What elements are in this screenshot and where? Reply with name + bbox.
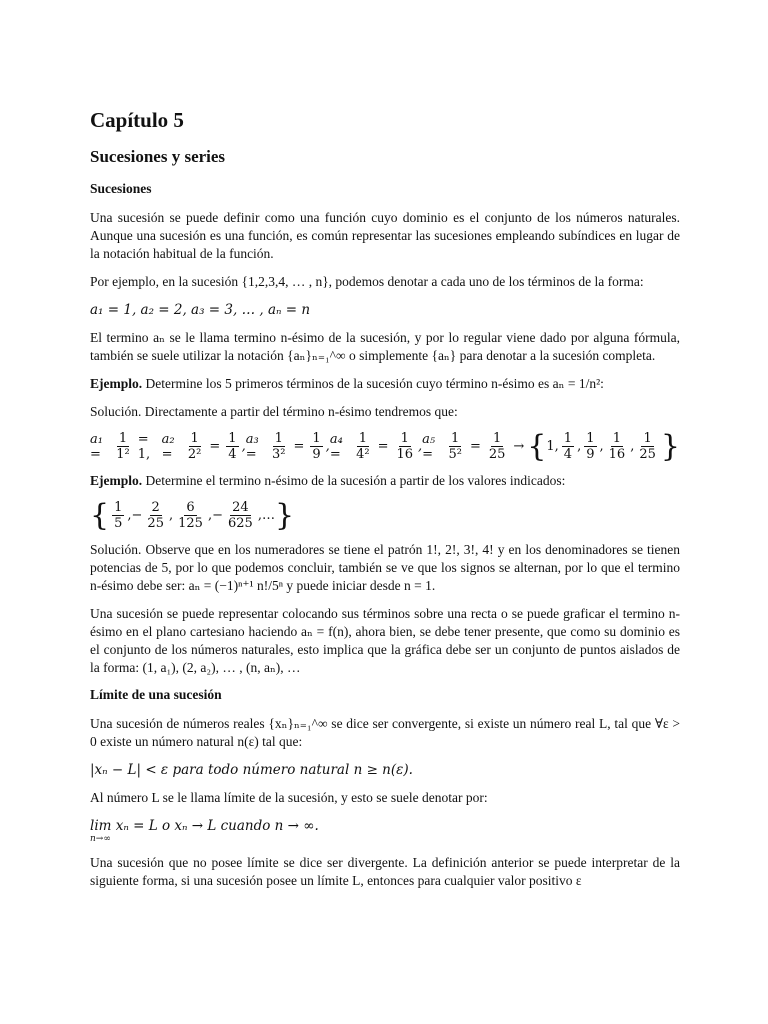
fraction — [270, 431, 287, 462]
fraction-numerator: 1 — [492, 431, 502, 446]
limit-subscript: n→∞ — [90, 834, 111, 844]
fraction — [487, 431, 508, 462]
fraction-numerator: 1 — [400, 431, 409, 446]
fraction-denominator: 25 — [639, 447, 656, 462]
fraction — [310, 431, 322, 462]
fraction-denominator: 4 — [228, 447, 237, 462]
fraction — [145, 500, 166, 531]
fraction-numerator: 1 — [451, 431, 460, 446]
paragraph-convergence: Una sucesión de números reales {xₙ}ₙ₌₁^∞ se dice ser convergente, si existe un número real L, tal que ∀ε > 0 existe un número natural n(ε) tal que: — [90, 716, 680, 749]
equation-limit — [90, 817, 680, 844]
ellipsis: … — [261, 508, 275, 523]
equals-sign: = — [209, 439, 221, 454]
equals-sign: = — [377, 439, 389, 454]
fraction — [112, 500, 124, 531]
fraction-denominator: 2² — [187, 447, 202, 462]
fraction-denominator: 9 — [586, 447, 595, 462]
fraction-numerator: 24 — [232, 500, 249, 515]
equals-sign: = — [469, 439, 481, 454]
term-4-lhs: a₄ = — [329, 431, 343, 462]
term-5-lhs: a₅ = — [422, 431, 436, 462]
equation-given-values — [90, 497, 680, 533]
solution-2 — [90, 541, 680, 595]
fraction — [114, 431, 131, 462]
term-1-lhs: a₁ = — [90, 431, 103, 462]
comma: , — [325, 439, 330, 454]
fraction — [562, 431, 574, 462]
fraction-numerator: 2 — [151, 500, 160, 515]
fraction-numerator: 1 — [274, 431, 283, 446]
fraction-numerator: 1 — [586, 431, 595, 446]
fraction-denominator: 5 — [114, 516, 123, 531]
right-brace: } — [660, 428, 680, 464]
paragraph-graph: Una sucesión se puede representar colocando sus términos sobre una recta o se puede graficar el termino n-ésimo en el plano cartesiano haciendo aₙ = f(n), ahora bien, se debe tener presente, que como su dominio es el conjunto de los números naturales, esto implica que la gráfica debe ser un conjunto de puntos aislados de la forma: (1, a₁), (2, a₂), … , (n, aₙ), … — [90, 606, 680, 675]
fraction — [186, 431, 203, 462]
fraction — [607, 431, 628, 462]
comma: , — [241, 439, 246, 454]
term-1-rhs: = 1, — [137, 431, 151, 462]
right-brace: } — [274, 497, 295, 533]
fraction-numerator: 1 — [228, 431, 237, 446]
fraction-denominator: 5² — [448, 447, 462, 462]
fraction — [226, 500, 255, 531]
minus-sign: − — [212, 508, 223, 523]
example-1-label: Ejemplo. — [90, 376, 143, 391]
comma: , — [257, 508, 262, 523]
fraction — [446, 431, 463, 462]
term-2-lhs: a₂ = — [161, 431, 175, 462]
fraction-denominator: 1² — [116, 447, 130, 462]
fraction-numerator: 1 — [612, 431, 622, 446]
solution-1-text: Directamente a partir del término n-ésimo tendremos que: — [141, 404, 458, 419]
fraction-numerator: 1 — [643, 431, 652, 446]
fraction-denominator: 4² — [356, 447, 370, 462]
fraction-numerator: 1 — [190, 431, 199, 446]
example-1-text: Determine los 5 primeros términos de la sucesión cuyo término n-ésimo es aₙ = 1/n²: — [142, 376, 604, 391]
set-first-element: 1, — [546, 439, 559, 454]
equation-epsilon-condition: |xₙ − L| < ε para todo número natural n ≥ n(ε). — [90, 762, 413, 778]
solution-2-label: Solución. — [90, 542, 142, 557]
example-2-text: Determine el termino n-ésimo de la sucesión a partir de los valores indicados: — [142, 473, 566, 488]
fraction-denominator: 4 — [563, 447, 573, 462]
fraction-numerator: 1 — [118, 431, 128, 446]
document-content — [90, 108, 680, 900]
comma: , — [207, 508, 213, 523]
fraction-numerator: 1 — [312, 431, 321, 446]
fraction-numerator: 6 — [186, 500, 195, 515]
subsection-title-sucesiones: Sucesiones — [90, 181, 152, 196]
solution-1 — [90, 403, 680, 421]
fraction-denominator: 625 — [227, 516, 253, 531]
solution-2-text: Observe que en los numeradores se tiene el patrón 1!, 2!, 3!, 4! y en los denominadores se tienen potencias de 5, por lo que podemos concluir, también se ve que los signos se alternan, por lo que el termino n-ésimo debe ser: aₙ = (−1)ⁿ⁺¹ n!/5ⁿ y puede iniciar desde n = 1. — [90, 542, 680, 593]
solution-1-label: Solución. — [90, 404, 142, 419]
fraction-denominator: 9 — [312, 447, 321, 462]
fraction — [176, 500, 205, 531]
equation-first-five-terms — [90, 428, 680, 464]
fraction — [584, 431, 596, 462]
example-2-label: Ejemplo. — [90, 473, 143, 488]
paragraph-definition: Una sucesión se puede definir como una función cuyo dominio es el conjunto de los números naturales. Aunque una sucesión es una función, es común representar las sucesiones empleando subíndices en lugar de la notación habitual de la función. — [90, 210, 680, 261]
example-2 — [90, 472, 680, 490]
paragraph-nth-term: El termino aₙ se le llama termino n-ésimo de la sucesión, y por lo regular viene dado por alguna fórmula, también se suele utilizar la notación {aₙ}ₙ₌₁^∞ o simplemente {aₙ} para denotar a la sucesión completa. — [90, 330, 680, 363]
section-title: Sucesiones y series — [90, 147, 226, 166]
paragraph-divergence: Una sucesión que no posee límite se dice ser divergente. La definición anterior se puede interpretar de la siguiente forma, si una sucesión posee un límite L, entonces para cualquier valor positivo ε — [90, 855, 680, 888]
comma: , — [577, 439, 582, 454]
limit-expression: lim xₙ = L o xₙ → L cuando n → ∞. — [90, 818, 319, 834]
fraction-denominator: 25 — [488, 447, 506, 462]
minus-sign: − — [131, 508, 143, 523]
comma: , — [127, 508, 132, 523]
fraction-numerator: 1 — [358, 431, 367, 446]
equals-sign: = — [293, 439, 305, 454]
fraction — [394, 431, 415, 462]
fraction-denominator: 125 — [178, 516, 203, 531]
left-brace: { — [527, 428, 547, 464]
fraction — [226, 431, 238, 462]
fraction-denominator: 3² — [272, 447, 286, 462]
comma: , — [418, 439, 423, 454]
fraction — [637, 431, 658, 462]
equation-terms: a₁ = 1, a₂ = 2, a₃ = 3, … , aₙ = n — [90, 302, 311, 318]
comma: , — [599, 439, 604, 454]
fraction-denominator: 16 — [396, 447, 414, 462]
example-1 — [90, 375, 680, 393]
fraction-denominator: 16 — [608, 447, 626, 462]
arrow-icon: → — [513, 439, 525, 454]
term-3-lhs: a₃ = — [245, 431, 259, 462]
left-brace: { — [90, 497, 110, 533]
fraction-denominator: 25 — [147, 516, 164, 531]
comma: , — [630, 439, 635, 454]
fraction-numerator: 1 — [114, 500, 123, 515]
fraction — [354, 431, 371, 462]
paragraph-example-intro: Por ejemplo, en la sucesión {1,2,3,4, … , n}, podemos denotar a cada uno de los términos de la forma: — [90, 274, 644, 289]
paragraph-limit-name: Al número L se le llama límite de la sucesión, y esto se suele denotar por: — [90, 790, 488, 805]
fraction-numerator: 1 — [563, 431, 573, 446]
comma: , — [168, 508, 174, 523]
subsection-title-limite: Límite de una sucesión — [90, 687, 222, 702]
chapter-title: Capítulo 5 — [90, 108, 184, 132]
